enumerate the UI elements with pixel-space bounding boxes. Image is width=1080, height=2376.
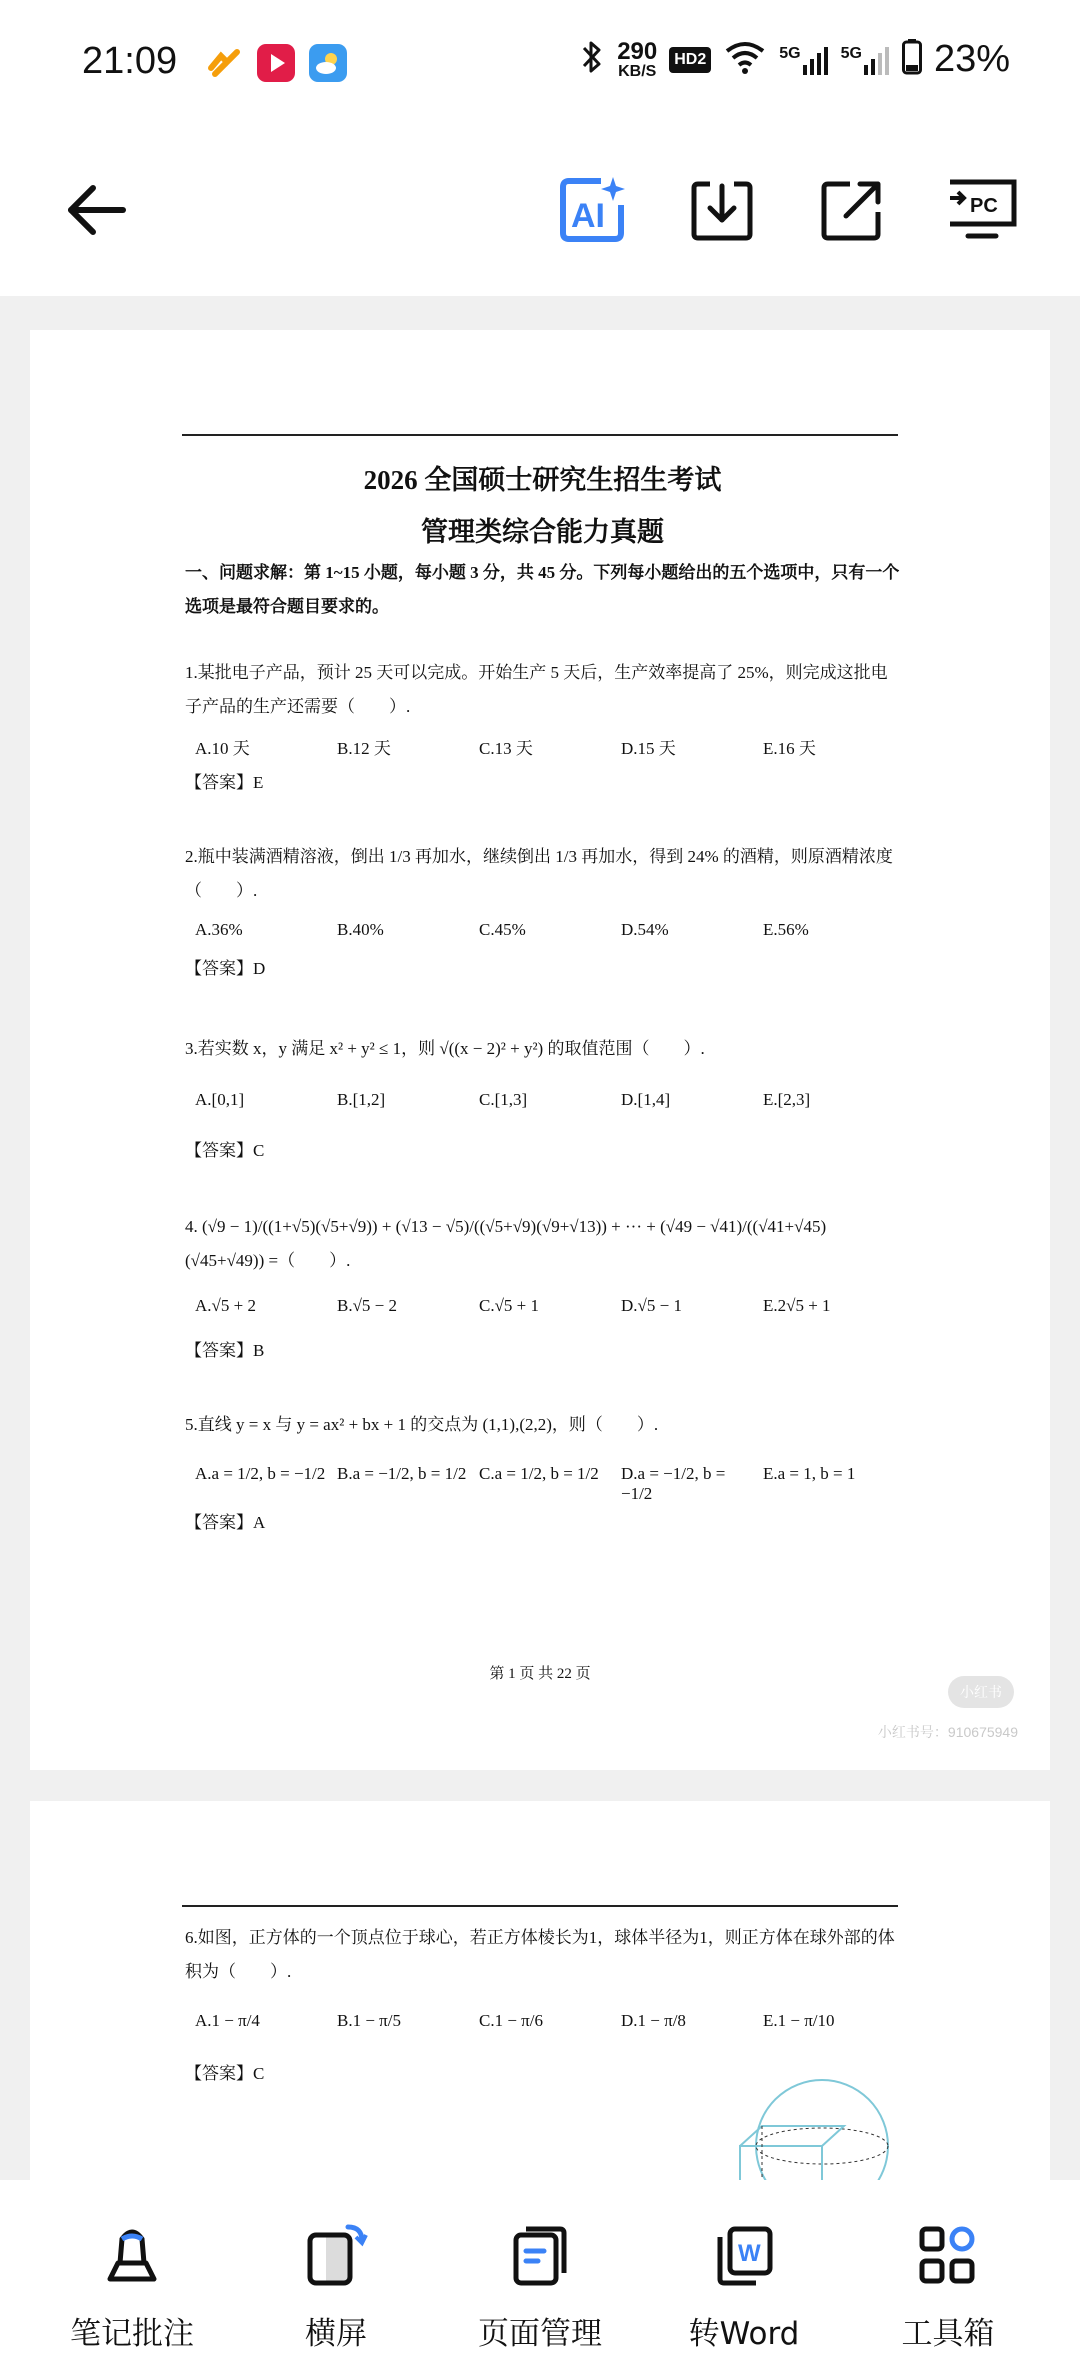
option-d: D.a = −1/2, b = −1/2	[621, 1464, 726, 1503]
option-e: E.56%	[763, 920, 809, 939]
question-1-stem: 1.某批电子产品，预计 25 天可以完成。开始生产 5 天后，生产效率提高了 25%，则完成这批电子产品的生产还需要（ ）.	[185, 663, 888, 716]
question-6-options	[185, 2011, 900, 2031]
option-c: C.1 − π/6	[479, 2011, 543, 2030]
nav-page-manage-label: 页面管理	[478, 2316, 602, 2352]
option-e: E.16 天	[763, 739, 816, 758]
question-2-stem: 2.瓶中装满酒精溶液，倒出 1/3 再加水，继续倒出 1/3 再加水，得到 24% 的酒精，则原酒精浓度（ ）.	[185, 847, 893, 900]
section-instructions: 一、问题求解：第 1~15 小题，每小题 3 分，共 45 分。下列每小题给出的五个选项中，只有一个选项是最符合题目要求的。	[185, 563, 900, 616]
header-rule	[182, 434, 898, 436]
option-e: E.[2,3]	[763, 1090, 811, 1109]
question-4-answer: 【答案】B	[185, 1341, 265, 1360]
question-5-options	[185, 1464, 900, 1504]
bluetooth-icon	[579, 38, 605, 81]
annotate-icon	[97, 2220, 167, 2290]
question-3-options	[185, 1090, 900, 1110]
share-button[interactable]	[812, 170, 892, 250]
question-4-stem: 4. (√9 − 1)/((1+√5)(√5+√9)) + (√13 − √5)/((√5+√9)(√9+√13)) + ··· + (√49 − √41)/((√41+√45)(√45+√49)) =（ ）.	[185, 1217, 827, 1270]
option-a: A.10 天	[195, 739, 250, 758]
wifi-icon	[723, 39, 767, 80]
status-indicators	[579, 38, 1010, 81]
question-1-answer: 【答案】E	[185, 773, 264, 792]
option-d: D.15 天	[621, 739, 676, 758]
option-d: D.[1,4]	[621, 1090, 671, 1109]
bottom-nav	[0, 2180, 1080, 2376]
mall-app-icon	[205, 44, 243, 82]
option-b: B.1 − π/5	[337, 2011, 401, 2030]
option-b: B.√5 − 2	[337, 1296, 398, 1315]
pdf-viewer[interactable]	[0, 296, 1080, 2180]
nav-page-manage[interactable]	[440, 2220, 640, 2376]
sphere-cube-figure	[710, 2066, 890, 2180]
question-5-stem: 5.直线 y = x 与 y = ax² + bx + 1 的交点为 (1,1),(2,2)，则（ ）.	[185, 1415, 659, 1434]
status-app-icons	[205, 44, 347, 82]
option-a: A.√5 + 2	[195, 1296, 256, 1315]
exam-title: 2026 全国硕士研究生招生考试	[363, 465, 722, 495]
question-6-answer: 【答案】C	[185, 2064, 265, 2083]
open-on-pc-button[interactable]	[942, 170, 1022, 250]
svg-text:PC: PC	[970, 195, 998, 217]
option-c: C.a = 1/2, b = 1/2	[479, 1464, 599, 1483]
page-manage-icon	[505, 2220, 575, 2290]
svg-text:W: W	[738, 2240, 761, 2267]
nav-toolbox-label: 工具箱	[901, 2316, 995, 2352]
nav-convert-word[interactable]	[644, 2220, 844, 2376]
toolbox-icon	[913, 2220, 983, 2290]
video-app-icon	[257, 44, 295, 82]
ai-assistant-button[interactable]	[552, 170, 632, 250]
option-c: C.[1,3]	[479, 1090, 528, 1109]
question-3-answer: 【答案】C	[185, 1141, 265, 1160]
option-b: B.12 天	[337, 739, 391, 758]
battery-percent: 23%	[933, 38, 1010, 80]
status-bar	[0, 0, 1080, 130]
option-a: A.a = 1/2, b = −1/2	[195, 1464, 326, 1483]
open-on-pc-icon	[946, 178, 1018, 242]
battery-icon	[902, 39, 922, 80]
question-1-options	[185, 734, 900, 759]
share-icon	[820, 178, 884, 242]
option-a: A.[0,1]	[195, 1090, 245, 1109]
nav-landscape-label: 横屏	[305, 2316, 367, 2352]
option-b: B.40%	[337, 920, 384, 939]
question-4-options	[185, 1296, 900, 1316]
header-rule	[182, 1905, 898, 1907]
option-e: E.1 − π/10	[763, 2011, 835, 2030]
pdf-page-2	[30, 1801, 1050, 2180]
option-c: C.13 天	[479, 739, 533, 758]
ai-assistant-icon	[557, 175, 627, 245]
option-a: A.1 − π/4	[195, 2011, 260, 2030]
option-c: C.45%	[479, 920, 526, 939]
weather-app-icon	[309, 44, 347, 82]
option-b: B.a = −1/2, b = 1/2	[337, 1464, 467, 1483]
nav-toolbox[interactable]	[848, 2220, 1048, 2376]
nav-convert-word-label: 转Word	[688, 2316, 800, 2352]
option-e: E.a = 1, b = 1	[763, 1464, 856, 1483]
status-time: 21:09	[82, 40, 178, 82]
network-speed: 290 KB/S	[617, 37, 658, 80]
page-footer: 第 1 页 共 22 页	[489, 1666, 591, 1682]
nav-annotate-label: 笔记批注	[70, 2316, 194, 2352]
watermark-badge: 小红书	[948, 1676, 1014, 1708]
nav-annotate[interactable]	[32, 2220, 232, 2376]
top-toolbar	[0, 130, 1080, 296]
back-button[interactable]	[55, 170, 135, 250]
option-c: C.√5 + 1	[479, 1296, 540, 1315]
exam-subtitle: 管理类综合能力真题	[421, 517, 664, 547]
back-arrow-icon	[63, 182, 127, 238]
question-2-answer: 【答案】D	[185, 959, 266, 978]
option-a: A.36%	[195, 920, 243, 939]
option-d: D.√5 − 1	[621, 1296, 682, 1315]
rotate-screen-icon	[301, 2220, 371, 2290]
hd-voice-badge: HD2	[669, 47, 711, 73]
question-5-answer: 【答案】A	[185, 1513, 266, 1532]
download-button[interactable]	[682, 170, 762, 250]
option-d: D.54%	[621, 920, 669, 939]
option-e: E.2√5 + 1	[763, 1296, 831, 1315]
svg-text:AI: AI	[571, 197, 605, 235]
signal-5g-icon: 5G	[779, 45, 828, 75]
download-icon	[690, 178, 754, 242]
pdf-page-1	[30, 330, 1050, 1770]
option-d: D.1 − π/8	[621, 2011, 686, 2030]
question-3-stem: 3.若实数 x，y 满足 x² + y² ≤ 1，则 √((x − 2)² + y²) 的取值范围（ ）.	[185, 1039, 705, 1058]
nav-landscape[interactable]	[236, 2220, 436, 2376]
option-b: B.[1,2]	[337, 1090, 386, 1109]
question-2-options	[185, 920, 900, 940]
signal-5g-icon-2: 5G	[841, 45, 890, 75]
question-6-stem: 6.如图，正方体的一个顶点位于球心，若正方体棱长为1，球体半径为1，则正方体在球外部的体积为（ ）.	[185, 1928, 895, 1981]
watermark-id: 小红书号：910675949	[877, 1724, 1018, 1740]
convert-word-icon	[709, 2220, 779, 2290]
